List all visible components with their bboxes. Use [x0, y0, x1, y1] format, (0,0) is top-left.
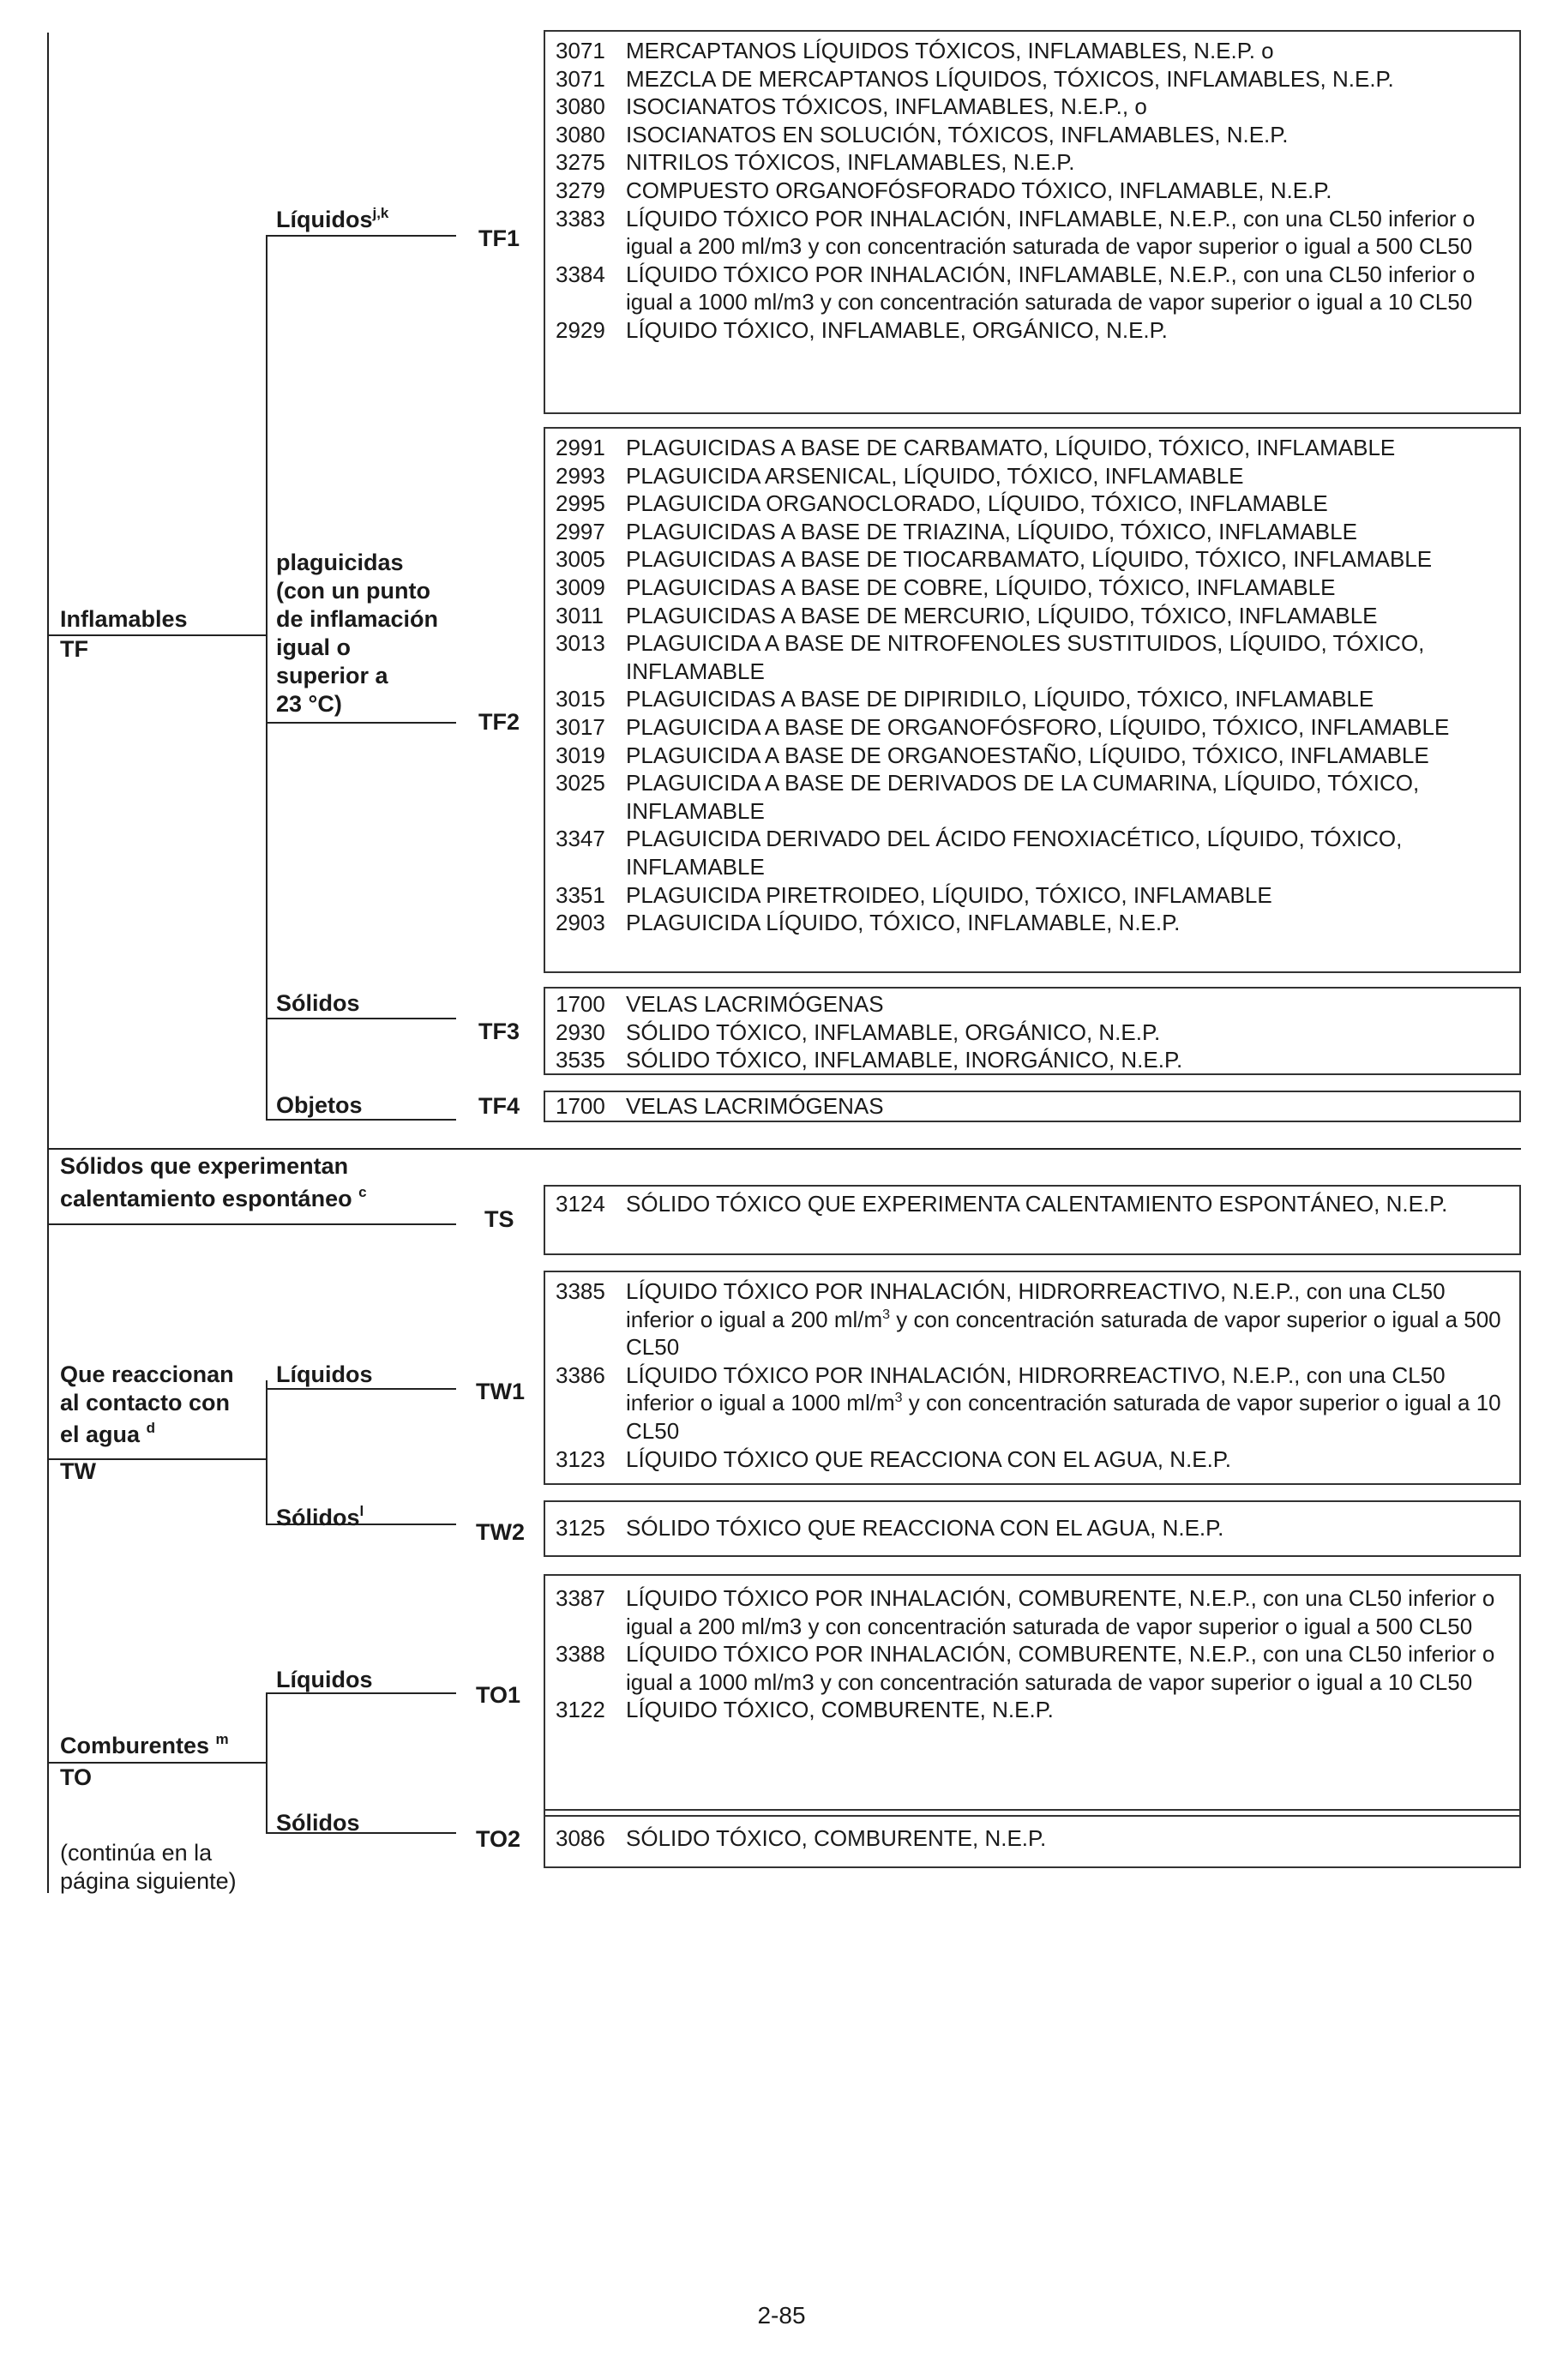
section-divider-ts — [47, 1148, 1521, 1150]
subgroup-tf1-label: Líquidos$^{j,k}$ — [276, 205, 389, 232]
subgroup-tf2-line2: (con un punto — [276, 578, 430, 604]
subgroup-tf2-line3: de inflamación — [276, 606, 439, 632]
un-number: 3122 — [556, 1697, 605, 1723]
un-number: 3388 — [556, 1641, 605, 1668]
entries-box-tw1 — [544, 1271, 1521, 1485]
entry-description: PLAGUICIDA A BASE DE NITROFENOLES SUSTITUIDOS, LÍQUIDO, TÓXICO, INFLAMABLE — [626, 630, 1425, 684]
un-number: 1700 — [556, 991, 605, 1017]
entry-description: PLAGUICIDA A BASE DE ORGANOFÓSFORO, LÍQUIDO, TÓXICO, INFLAMABLE — [626, 713, 1450, 740]
superscript: 3 — [882, 1307, 891, 1322]
un-number: 3009 — [556, 574, 605, 600]
note-c: c — [358, 1184, 367, 1200]
entry-description: SÓLIDO TÓXICO, INFLAMABLE, INORGÁNICO, N.E.P. — [626, 1047, 1183, 1073]
un-entry-row — [556, 909, 1512, 937]
continued-note-line1: (continúa en la — [60, 1840, 213, 1866]
entry-description: LÍQUIDO TÓXICO, INFLAMABLE, ORGÁNICO, N.E.P. — [626, 316, 1168, 343]
un-entry-row — [556, 148, 1512, 177]
subgroup-tf4-label: Objetos — [276, 1092, 363, 1118]
un-number: 3017 — [556, 713, 605, 740]
un-number: 3125 — [556, 1515, 605, 1541]
group-tw-line3: el agua $^d$ — [60, 1420, 155, 1447]
code-tw2: TW2 — [476, 1519, 525, 1545]
un-entry-row — [556, 37, 1512, 65]
entry-description: PLAGUICIDA LÍQUIDO, TÓXICO, INFLAMABLE, N.E.P. — [626, 910, 1181, 936]
entries-box-to2 — [544, 1809, 1521, 1868]
un-number: 3080 — [556, 121, 605, 147]
entries-list-to2 — [556, 1824, 1512, 1853]
subgroup-tf2-line4: igual o — [276, 634, 351, 660]
un-number: 3387 — [556, 1585, 605, 1611]
entry-description: LÍQUIDO TÓXICO POR INHALACIÓN, INFLAMABLE, N.E.P., con una CL50 inferior o igual a 200 ml/m3 y con concentración saturada de vapor superior o igual a 500 CL50 — [626, 205, 1476, 260]
code-tf4: TF4 — [478, 1093, 520, 1119]
un-entry-row — [556, 1445, 1512, 1474]
entry-description: PLAGUICIDA A BASE DE DERIVADOS DE LA CUMARINA, LÍQUIDO, TÓXICO, INFLAMABLE — [626, 770, 1420, 824]
un-entry-row — [556, 629, 1512, 685]
entry-description: ISOCIANATOS EN SOLUCIÓN, TÓXICOS, INFLAMABLES, N.E.P. — [626, 121, 1289, 147]
un-number: 3019 — [556, 742, 605, 768]
entry-description: PLAGUICIDA PIRETROIDEO, LÍQUIDO, TÓXICO, INFLAMABLE — [626, 881, 1272, 908]
un-number: 2903 — [556, 910, 605, 936]
un-number: 3011 — [556, 602, 604, 628]
code-ts: TS — [484, 1206, 514, 1232]
entries-list-ts — [556, 1190, 1512, 1218]
subgroup-tf2-line6: 23 °C) — [276, 691, 342, 717]
un-entry-row — [556, 602, 1512, 630]
tf-bracket-line — [266, 236, 268, 1119]
un-number: 3386 — [556, 1361, 605, 1388]
entries-box-tf3 — [544, 987, 1521, 1075]
un-number: 3384 — [556, 261, 605, 287]
tf3-branch-line — [266, 1018, 456, 1019]
group-solidos-calentamiento-line2: calentamiento espontáneo $^c$ — [60, 1184, 367, 1211]
superscript: 3 — [894, 1391, 903, 1406]
entry-description-part: LÍQUIDO TÓXICO POR INHALACIÓN, HIDRORREACTIVO, N.E.P., con una CL50 inferior o igual a 200 ml/m — [626, 1278, 1446, 1332]
entries-list-to1 — [556, 1584, 1512, 1724]
subgroup-to1-label: Líquidos — [276, 1667, 373, 1692]
un-number: 3013 — [556, 630, 605, 657]
entries-box-tf4 — [544, 1091, 1521, 1122]
entries-box-to1 — [544, 1574, 1521, 1817]
tw-bracket-line — [266, 1380, 268, 1524]
un-number: 2930 — [556, 1019, 605, 1045]
entry-description: PLAGUICIDA A BASE DE ORGANOESTAÑO, LÍQUIDO, TÓXICO, INFLAMABLE — [626, 742, 1429, 768]
entry-description: SÓLIDO TÓXICO QUE REACCIONA CON EL AGUA, N.E.P. — [626, 1515, 1224, 1541]
entry-description — [626, 1361, 1512, 1445]
to-bracket-line — [266, 1693, 268, 1833]
tf1-branch-line — [266, 235, 456, 237]
note-d: d — [146, 1420, 155, 1436]
entry-description: NITRILOS TÓXICOS, INFLAMABLES, N.E.P. — [626, 149, 1075, 176]
code-tf1: TF1 — [478, 225, 520, 251]
un-entry-row — [556, 990, 1512, 1019]
entry-description: LÍQUIDO TÓXICO POR INHALACIÓN, INFLAMABLE, N.E.P., con una CL50 inferior o igual a 1000 ml/m3 y con concentración saturada de vapor superior o igual a 10 CL50 — [626, 261, 1476, 316]
un-entry-row — [556, 93, 1512, 121]
subgroup-tw2-label: Sólidos$^l$ — [276, 1503, 364, 1530]
un-number: 3015 — [556, 686, 605, 712]
entry-description: PLAGUICIDAS A BASE DE TIOCARBAMATO, LÍQUIDO, TÓXICO, INFLAMABLE — [626, 546, 1433, 573]
entries-box-ts — [544, 1185, 1521, 1255]
un-number: 3279 — [556, 177, 605, 203]
un-number: 3535 — [556, 1047, 605, 1073]
group-solidos-calentamiento-line1: Sólidos que experimentan — [60, 1153, 349, 1179]
entries-box-tw2 — [544, 1500, 1521, 1557]
un-number: 3383 — [556, 205, 605, 231]
entry-description: PLAGUICIDA DERIVADO DEL ÁCIDO FENOXIACÉTICO, LÍQUIDO, TÓXICO, INFLAMABLE — [626, 826, 1403, 880]
group-comburentes-code: TO — [60, 1764, 93, 1790]
group-tw-line2: al contacto con — [60, 1390, 231, 1415]
entry-description: LÍQUIDO TÓXICO POR INHALACIÓN, COMBURENTE, N.E.P., con una CL50 inferior o igual a 1000 ml/m3 y con concentración saturada de vapor superior o igual a 10 CL50 — [626, 1641, 1495, 1695]
un-number: 3351 — [556, 881, 605, 908]
un-number: 3275 — [556, 149, 605, 176]
subgroup-tf2-line1: plaguicidas — [276, 550, 404, 575]
note-m: m — [215, 1731, 229, 1747]
un-entry-row — [556, 1190, 1512, 1218]
entry-description: SÓLIDO TÓXICO, COMBURENTE, N.E.P. — [626, 1825, 1047, 1851]
un-entry-row — [556, 713, 1512, 742]
un-number: 3005 — [556, 546, 605, 573]
un-entry-row — [556, 205, 1512, 261]
subgroup-tw1-label: Líquidos — [276, 1361, 373, 1387]
entry-description: SÓLIDO TÓXICO QUE EXPERIMENTA CALENTAMIENTO ESPONTÁNEO, N.E.P. — [626, 1191, 1448, 1217]
un-entry-row — [556, 490, 1512, 518]
group-tw-line1: Que reaccionan — [60, 1361, 234, 1387]
un-entry-row — [556, 1046, 1512, 1074]
un-entry-row — [556, 825, 1512, 880]
entry-description: SÓLIDO TÓXICO, INFLAMABLE, ORGÁNICO, N.E.P. — [626, 1019, 1161, 1045]
un-number: 3071 — [556, 65, 605, 92]
un-entry-row — [556, 121, 1512, 149]
un-entry-row — [556, 1584, 1512, 1640]
page-number: 2-85 — [757, 2302, 806, 2329]
entry-description: PLAGUICIDA ARSENICAL, LÍQUIDO, TÓXICO, INFLAMABLE — [626, 462, 1244, 489]
code-to2: TO2 — [476, 1826, 521, 1852]
entry-description: PLAGUICIDA ORGANOCLORADO, LÍQUIDO, TÓXICO, INFLAMABLE — [626, 490, 1328, 517]
note-jk: j,k — [372, 205, 389, 221]
un-number: 3347 — [556, 826, 605, 852]
un-entry-row — [556, 1277, 1512, 1361]
un-number: 2991 — [556, 435, 605, 460]
un-number: 3385 — [556, 1278, 605, 1304]
un-entry-row — [556, 65, 1512, 93]
un-number: 1700 — [556, 1093, 605, 1119]
note-l: l — [359, 1503, 364, 1519]
un-number: 3071 — [556, 38, 605, 63]
entry-description: MEZCLA DE MERCAPTANOS LÍQUIDOS, TÓXICOS, INFLAMABLES, N.E.P. — [626, 65, 1394, 92]
un-entry-row — [556, 545, 1512, 574]
entries-box-tf2 — [544, 427, 1521, 973]
un-entry-row — [556, 1092, 1512, 1121]
entry-description: MERCAPTANOS LÍQUIDOS TÓXICOS, INFLAMABLES, N.E.P. o — [626, 38, 1274, 63]
group-tw-code: TW — [60, 1458, 96, 1484]
left-border-line — [47, 33, 49, 1893]
un-entry-row — [556, 518, 1512, 546]
entries-list-tw2 — [556, 1514, 1512, 1542]
entry-description: LÍQUIDO TÓXICO POR INHALACIÓN, COMBURENTE, N.E.P., con una CL50 inferior o igual a 200 ml/m3 y con concentración saturada de vapor superior o igual a 500 CL50 — [626, 1585, 1495, 1639]
entry-description: VELAS LACRIMÓGENAS — [626, 1093, 884, 1119]
un-entry-row — [556, 1019, 1512, 1047]
entry-description: PLAGUICIDAS A BASE DE TRIAZINA, LÍQUIDO, TÓXICO, INFLAMABLE — [626, 518, 1357, 544]
un-entry-row — [556, 177, 1512, 205]
un-entry-row — [556, 574, 1512, 602]
entries-box-tf1 — [544, 30, 1521, 414]
entry-description: PLAGUICIDAS A BASE DE CARBAMATO, LÍQUIDO, TÓXICO, INFLAMABLE — [626, 435, 1396, 460]
un-entry-row — [556, 1824, 1512, 1853]
entry-description — [626, 1277, 1512, 1361]
un-number: 2997 — [556, 518, 605, 544]
code-tf3: TF3 — [478, 1019, 520, 1044]
un-entry-row — [556, 434, 1512, 462]
continued-note-line2: página siguiente) — [60, 1868, 237, 1894]
un-number: 3080 — [556, 93, 605, 120]
entry-description: LÍQUIDO TÓXICO, COMBURENTE, N.E.P. — [626, 1697, 1054, 1723]
ts-group-line — [47, 1223, 456, 1225]
un-entry-row — [556, 769, 1512, 825]
un-number: 3123 — [556, 1445, 605, 1472]
un-number: 2993 — [556, 462, 605, 489]
tf2-branch-line — [266, 722, 456, 724]
entries-list-tw1 — [556, 1277, 1512, 1473]
un-entry-row — [556, 1640, 1512, 1696]
un-entry-row — [556, 1361, 1512, 1445]
entries-list-tf3 — [556, 990, 1512, 1074]
entry-description: COMPUESTO ORGANOFÓSFORADO TÓXICO, INFLAMABLE, N.E.P. — [626, 177, 1332, 203]
group-inflamables-code: TF — [60, 636, 88, 662]
code-to1: TO1 — [476, 1682, 521, 1708]
un-number: 2929 — [556, 316, 605, 343]
un-number: 3025 — [556, 770, 605, 796]
subgroup-tf2-line5: superior a — [276, 663, 388, 688]
code-tf2: TF2 — [478, 709, 520, 735]
entry-description-part: y con concentración saturada de vapor superior o igual a 10 CL50 — [626, 1390, 1501, 1444]
entries-list-tf2 — [556, 434, 1512, 937]
entry-description: PLAGUICIDAS A BASE DE COBRE, LÍQUIDO, TÓXICO, INFLAMABLE — [626, 574, 1336, 600]
group-inflamables-name: Inflamables — [60, 606, 188, 632]
entries-list-tf1 — [556, 37, 1512, 345]
un-entry-row — [556, 685, 1512, 713]
un-entry-row — [556, 742, 1512, 770]
entry-description-part: LÍQUIDO TÓXICO QUE REACCIONA CON EL AGUA, N.E.P. — [626, 1445, 1232, 1472]
un-number: 3124 — [556, 1191, 605, 1217]
un-number: 2995 — [556, 490, 605, 517]
un-entry-row — [556, 881, 1512, 910]
entry-description: PLAGUICIDAS A BASE DE MERCURIO, LÍQUIDO, TÓXICO, INFLAMABLE — [626, 602, 1378, 628]
entry-description — [626, 1445, 1512, 1474]
subgroup-to2-label: Sólidos — [276, 1810, 360, 1836]
un-entry-row — [556, 462, 1512, 490]
un-entry-row — [556, 1696, 1512, 1724]
entry-description: ISOCIANATOS TÓXICOS, INFLAMABLES, N.E.P., o — [626, 93, 1147, 120]
un-entry-row — [556, 261, 1512, 316]
entry-description-part: LÍQUIDO TÓXICO POR INHALACIÓN, HIDRORREACTIVO, N.E.P., con una CL50 inferior o igual a 1000 ml/m — [626, 1361, 1446, 1416]
un-entry-row — [556, 316, 1512, 345]
un-entry-row — [556, 1514, 1512, 1542]
entry-description: VELAS LACRIMÓGENAS — [626, 991, 884, 1017]
un-number: 3086 — [556, 1825, 605, 1851]
code-tw1: TW1 — [476, 1379, 525, 1404]
group-comburentes-name: Comburentes $^m$ — [60, 1731, 229, 1758]
entries-list-tf4 — [556, 1092, 1512, 1121]
entry-description-part: y con concentración saturada de vapor superior o igual a 500 CL50 — [626, 1306, 1501, 1361]
entry-description: PLAGUICIDAS A BASE DE DIPIRIDILO, LÍQUIDO, TÓXICO, INFLAMABLE — [626, 686, 1374, 712]
subgroup-tf3-label: Sólidos — [276, 990, 360, 1016]
